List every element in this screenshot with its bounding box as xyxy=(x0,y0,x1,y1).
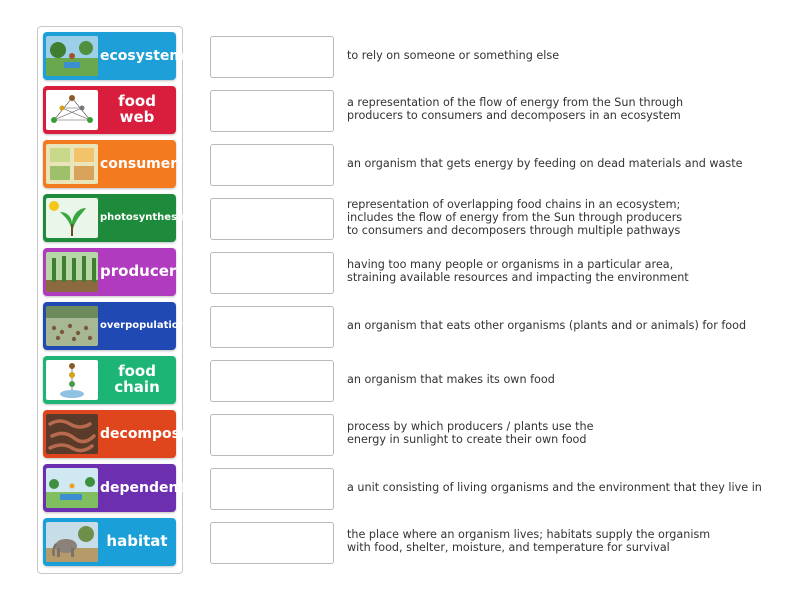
card-label: producer xyxy=(100,262,177,281)
producer-image xyxy=(46,252,98,292)
drop-zone-9[interactable] xyxy=(210,468,334,510)
card-habitat[interactable] xyxy=(43,518,176,566)
definition-text: an organism that gets energy by feeding on dead materials and waste xyxy=(347,156,743,170)
card-ecosystem[interactable] xyxy=(43,32,184,80)
drop-zone-1[interactable] xyxy=(210,36,334,78)
definition-text: a unit consisting of living organisms and the environment that they live in xyxy=(347,480,762,494)
definition-text: an organism that eats other organisms (plants and or animals) for food xyxy=(347,318,747,332)
habitat-image xyxy=(46,522,98,562)
definition-text: representation of overlapping food chains in an ecosystem; includes the flow of energy from the Sun through producers to consumers and decomposers through multiple pathways xyxy=(347,197,683,237)
drop-zone-8[interactable] xyxy=(210,414,334,456)
definition-text: process by which producers / plants use the energy in sunlight to create their own food xyxy=(347,420,594,446)
decomposer-image xyxy=(46,414,98,454)
card-food-chain[interactable] xyxy=(43,356,176,404)
card-label: photosynthesis xyxy=(100,211,187,223)
drop-zone-7[interactable] xyxy=(210,360,334,402)
card-food-web[interactable] xyxy=(43,86,176,134)
overpopulation-image xyxy=(46,306,98,346)
card-label: decomposer xyxy=(100,425,197,442)
definition-text: the place where an organism lives; habitats supply the organism with food, shelter, moisture, and temperature for survival xyxy=(347,528,711,554)
definition-text: to rely on someone or something else xyxy=(347,48,560,62)
card-label: dependent xyxy=(100,479,186,496)
drop-zone-5[interactable] xyxy=(210,252,334,294)
card-photosynthesis[interactable] xyxy=(43,194,187,242)
drop-zone-2[interactable] xyxy=(210,90,334,132)
card-producer[interactable] xyxy=(43,248,176,296)
card-label: habitat xyxy=(106,532,168,551)
consumer-image xyxy=(46,144,98,184)
food-chain-image xyxy=(46,360,98,400)
drop-zone-6[interactable] xyxy=(210,306,334,348)
ecosystem-image xyxy=(46,36,98,76)
card-label: food chain xyxy=(114,362,160,396)
photosynthesis-image xyxy=(46,198,98,238)
definition-text: a representation of the flow of energy from the Sun through producers to consumers and decomposers in an ecosystem xyxy=(347,96,684,122)
card-label: consumer xyxy=(100,155,178,172)
dependent-image xyxy=(46,468,98,508)
card-consumer[interactable] xyxy=(43,140,176,188)
card-label: food web xyxy=(118,92,156,126)
drop-zone-4[interactable] xyxy=(210,198,334,240)
card-decomposer[interactable] xyxy=(43,410,197,458)
card-overpopulation[interactable] xyxy=(43,302,186,350)
drop-zone-10[interactable] xyxy=(210,522,334,564)
card-label: ecosystem xyxy=(100,47,184,64)
definition-text: an organism that makes its own food xyxy=(347,372,555,386)
drop-zone-3[interactable] xyxy=(210,144,334,186)
card-label: overpopulation xyxy=(100,319,186,331)
card-dependent[interactable] xyxy=(43,464,186,512)
food-web-image xyxy=(46,90,98,130)
definition-text: having too many people or organisms in a particular area, straining available resources and impacting the environment xyxy=(347,258,689,284)
